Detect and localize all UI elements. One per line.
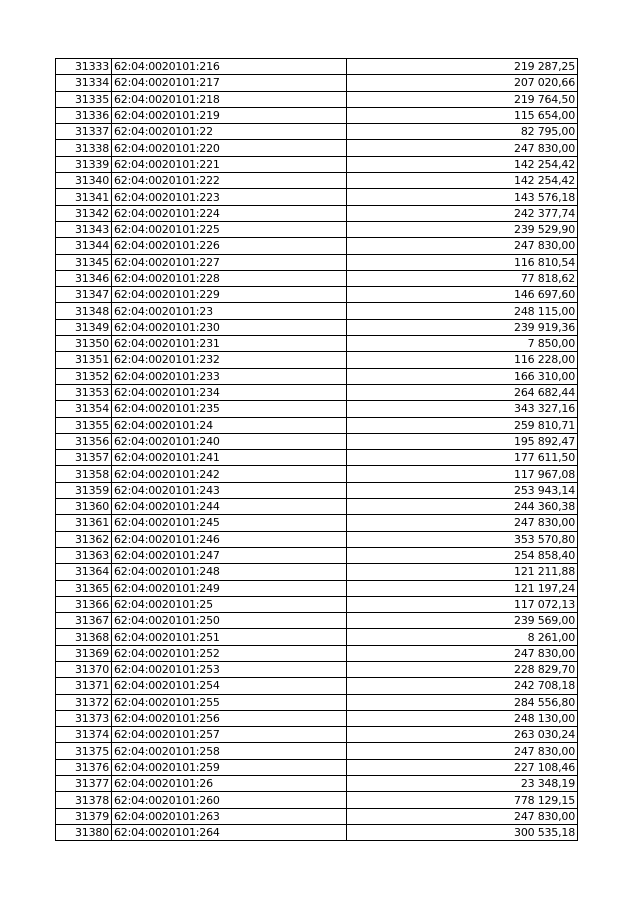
table-row: [56, 759, 578, 775]
row-number-cell: 31339: [56, 156, 112, 172]
row-number-cell: 31372: [56, 694, 112, 710]
cadastral-number-cell: 62:04:0020101:23: [112, 303, 347, 319]
table-row: [56, 824, 578, 840]
table-row: [56, 450, 578, 466]
table-row: [56, 352, 578, 368]
cadastral-number-cell: 62:04:0020101:228: [112, 270, 347, 286]
cadastral-number-cell: 62:04:0020101:231: [112, 336, 347, 352]
table-row: [56, 417, 578, 433]
row-number-cell: 31347: [56, 287, 112, 303]
row-number-cell: 31377: [56, 776, 112, 792]
cadastral-value-table: [55, 58, 578, 841]
cadastral-value-cell: 117 072,13: [347, 596, 578, 612]
table-row: [56, 613, 578, 629]
table-row: [56, 107, 578, 123]
cadastral-value-cell: 343 327,16: [347, 401, 578, 417]
table-row: [56, 384, 578, 400]
row-number-cell: 31346: [56, 270, 112, 286]
row-number-cell: 31343: [56, 221, 112, 237]
row-number-cell: 31338: [56, 140, 112, 156]
cadastral-value-cell: 121 197,24: [347, 580, 578, 596]
cadastral-value-cell: 247 830,00: [347, 743, 578, 759]
cadastral-number-cell: 62:04:0020101:234: [112, 384, 347, 400]
cadastral-value-cell: 8 261,00: [347, 629, 578, 645]
table-row: [56, 254, 578, 270]
cadastral-value-cell: 219 287,25: [347, 59, 578, 75]
cadastral-value-cell: 166 310,00: [347, 368, 578, 384]
cadastral-number-cell: 62:04:0020101:250: [112, 613, 347, 629]
table-row: [56, 482, 578, 498]
cadastral-value-cell: 116 228,00: [347, 352, 578, 368]
cadastral-number-cell: 62:04:0020101:260: [112, 792, 347, 808]
table-row: [56, 776, 578, 792]
table-row: [56, 319, 578, 335]
table-row: [56, 75, 578, 91]
cadastral-number-cell: 62:04:0020101:246: [112, 531, 347, 547]
table-row: [56, 547, 578, 563]
cadastral-value-cell: 242 377,74: [347, 205, 578, 221]
row-number-cell: 31337: [56, 124, 112, 140]
cadastral-number-cell: 62:04:0020101:226: [112, 238, 347, 254]
row-number-cell: 31353: [56, 384, 112, 400]
cadastral-value-cell: 239 919,36: [347, 319, 578, 335]
row-number-cell: 31356: [56, 433, 112, 449]
row-number-cell: 31368: [56, 629, 112, 645]
row-number-cell: 31380: [56, 824, 112, 840]
cadastral-value-cell: 300 535,18: [347, 824, 578, 840]
cadastral-value-cell: 143 576,18: [347, 189, 578, 205]
table-row: [56, 694, 578, 710]
row-number-cell: 31354: [56, 401, 112, 417]
row-number-cell: 31376: [56, 759, 112, 775]
cadastral-value-cell: 264 682,44: [347, 384, 578, 400]
table-row: [56, 221, 578, 237]
row-number-cell: 31379: [56, 808, 112, 824]
cadastral-number-cell: 62:04:0020101:217: [112, 75, 347, 91]
row-number-cell: 31340: [56, 173, 112, 189]
cadastral-value-cell: 247 830,00: [347, 238, 578, 254]
cadastral-number-cell: 62:04:0020101:252: [112, 645, 347, 661]
table-row: [56, 140, 578, 156]
row-number-cell: 31360: [56, 499, 112, 515]
table-row: [56, 205, 578, 221]
cadastral-number-cell: 62:04:0020101:227: [112, 254, 347, 270]
cadastral-number-cell: 62:04:0020101:222: [112, 173, 347, 189]
table-row: [56, 189, 578, 205]
cadastral-number-cell: 62:04:0020101:253: [112, 661, 347, 677]
row-number-cell: 31371: [56, 678, 112, 694]
table-body: [56, 59, 578, 841]
cadastral-value-cell: 207 020,66: [347, 75, 578, 91]
row-number-cell: 31373: [56, 710, 112, 726]
table-row: [56, 564, 578, 580]
cadastral-value-cell: 7 850,00: [347, 336, 578, 352]
row-number-cell: 31365: [56, 580, 112, 596]
cadastral-value-cell: 284 556,80: [347, 694, 578, 710]
cadastral-value-cell: 195 892,47: [347, 433, 578, 449]
cadastral-number-cell: 62:04:0020101:233: [112, 368, 347, 384]
cadastral-value-cell: 253 943,14: [347, 482, 578, 498]
cadastral-value-cell: 146 697,60: [347, 287, 578, 303]
table-row: [56, 515, 578, 531]
cadastral-value-cell: 142 254,42: [347, 156, 578, 172]
row-number-cell: 31364: [56, 564, 112, 580]
row-number-cell: 31357: [56, 450, 112, 466]
cadastral-value-cell: 227 108,46: [347, 759, 578, 775]
cadastral-value-cell: 247 830,00: [347, 140, 578, 156]
row-number-cell: 31351: [56, 352, 112, 368]
cadastral-value-cell: 248 115,00: [347, 303, 578, 319]
table-row: [56, 727, 578, 743]
row-number-cell: 31355: [56, 417, 112, 433]
row-number-cell: 31366: [56, 596, 112, 612]
row-number-cell: 31342: [56, 205, 112, 221]
row-number-cell: 31358: [56, 466, 112, 482]
cadastral-number-cell: 62:04:0020101:241: [112, 450, 347, 466]
row-number-cell: 31341: [56, 189, 112, 205]
cadastral-number-cell: 62:04:0020101:225: [112, 221, 347, 237]
cadastral-number-cell: 62:04:0020101:240: [112, 433, 347, 449]
cadastral-number-cell: 62:04:0020101:220: [112, 140, 347, 156]
cadastral-number-cell: 62:04:0020101:235: [112, 401, 347, 417]
cadastral-value-cell: 115 654,00: [347, 107, 578, 123]
table-row: [56, 466, 578, 482]
table-row: [56, 91, 578, 107]
table-row: [56, 531, 578, 547]
row-number-cell: 31369: [56, 645, 112, 661]
cadastral-number-cell: 62:04:0020101:25: [112, 596, 347, 612]
cadastral-value-cell: 254 858,40: [347, 547, 578, 563]
cadastral-number-cell: 62:04:0020101:229: [112, 287, 347, 303]
table-row: [56, 368, 578, 384]
table-row: [56, 580, 578, 596]
cadastral-number-cell: 62:04:0020101:254: [112, 678, 347, 694]
cadastral-number-cell: 62:04:0020101:22: [112, 124, 347, 140]
table-row: [56, 303, 578, 319]
row-number-cell: 31361: [56, 515, 112, 531]
row-number-cell: 31375: [56, 743, 112, 759]
cadastral-number-cell: 62:04:0020101:232: [112, 352, 347, 368]
cadastral-number-cell: 62:04:0020101:264: [112, 824, 347, 840]
cadastral-number-cell: 62:04:0020101:243: [112, 482, 347, 498]
cadastral-value-cell: 248 130,00: [347, 710, 578, 726]
cadastral-value-cell: 239 569,00: [347, 613, 578, 629]
table-row: [56, 156, 578, 172]
cadastral-value-cell: 23 348,19: [347, 776, 578, 792]
cadastral-value-cell: 259 810,71: [347, 417, 578, 433]
cadastral-number-cell: 62:04:0020101:24: [112, 417, 347, 433]
row-number-cell: 31333: [56, 59, 112, 75]
row-number-cell: 31378: [56, 792, 112, 808]
row-number-cell: 31359: [56, 482, 112, 498]
table-row: [56, 629, 578, 645]
cadastral-number-cell: 62:04:0020101:248: [112, 564, 347, 580]
cadastral-number-cell: 62:04:0020101:223: [112, 189, 347, 205]
cadastral-value-cell: 77 818,62: [347, 270, 578, 286]
cadastral-number-cell: 62:04:0020101:247: [112, 547, 347, 563]
table-row: [56, 710, 578, 726]
table-row: [56, 287, 578, 303]
row-number-cell: 31336: [56, 107, 112, 123]
cadastral-value-cell: 177 611,50: [347, 450, 578, 466]
table-row: [56, 401, 578, 417]
table-row: [56, 743, 578, 759]
cadastral-number-cell: 62:04:0020101:224: [112, 205, 347, 221]
table-row: [56, 678, 578, 694]
row-number-cell: 31362: [56, 531, 112, 547]
cadastral-number-cell: 62:04:0020101:242: [112, 466, 347, 482]
cadastral-value-cell: 244 360,38: [347, 499, 578, 515]
table-row: [56, 792, 578, 808]
table-row: [56, 270, 578, 286]
cadastral-number-cell: 62:04:0020101:26: [112, 776, 347, 792]
cadastral-number-cell: 62:04:0020101:230: [112, 319, 347, 335]
cadastral-number-cell: 62:04:0020101:245: [112, 515, 347, 531]
cadastral-value-cell: 778 129,15: [347, 792, 578, 808]
cadastral-value-cell: 219 764,50: [347, 91, 578, 107]
table-row: [56, 645, 578, 661]
row-number-cell: 31363: [56, 547, 112, 563]
cadastral-number-cell: 62:04:0020101:219: [112, 107, 347, 123]
cadastral-value-cell: 242 708,18: [347, 678, 578, 694]
table-row: [56, 124, 578, 140]
row-number-cell: 31352: [56, 368, 112, 384]
cadastral-value-cell: 353 570,80: [347, 531, 578, 547]
cadastral-number-cell: 62:04:0020101:259: [112, 759, 347, 775]
table-row: [56, 808, 578, 824]
row-number-cell: 31370: [56, 661, 112, 677]
table-row: [56, 433, 578, 449]
row-number-cell: 31349: [56, 319, 112, 335]
cadastral-value-cell: 247 830,00: [347, 808, 578, 824]
cadastral-number-cell: 62:04:0020101:251: [112, 629, 347, 645]
row-number-cell: 31334: [56, 75, 112, 91]
row-number-cell: 31374: [56, 727, 112, 743]
cadastral-number-cell: 62:04:0020101:216: [112, 59, 347, 75]
cadastral-number-cell: 62:04:0020101:244: [112, 499, 347, 515]
table-row: [56, 173, 578, 189]
cadastral-value-cell: 121 211,88: [347, 564, 578, 580]
cadastral-number-cell: 62:04:0020101:249: [112, 580, 347, 596]
table-row: [56, 59, 578, 75]
cadastral-number-cell: 62:04:0020101:258: [112, 743, 347, 759]
cadastral-number-cell: 62:04:0020101:218: [112, 91, 347, 107]
cadastral-value-cell: 228 829,70: [347, 661, 578, 677]
cadastral-number-cell: 62:04:0020101:255: [112, 694, 347, 710]
cadastral-value-cell: 82 795,00: [347, 124, 578, 140]
table-row: [56, 661, 578, 677]
cadastral-value-cell: 142 254,42: [347, 173, 578, 189]
cadastral-number-cell: 62:04:0020101:263: [112, 808, 347, 824]
cadastral-value-cell: 239 529,90: [347, 221, 578, 237]
cadastral-value-cell: 116 810,54: [347, 254, 578, 270]
table-row: [56, 596, 578, 612]
table-row: [56, 238, 578, 254]
cadastral-number-cell: 62:04:0020101:257: [112, 727, 347, 743]
cadastral-number-cell: 62:04:0020101:221: [112, 156, 347, 172]
row-number-cell: 31335: [56, 91, 112, 107]
row-number-cell: 31345: [56, 254, 112, 270]
cadastral-value-cell: 247 830,00: [347, 645, 578, 661]
cadastral-value-cell: 247 830,00: [347, 515, 578, 531]
row-number-cell: 31367: [56, 613, 112, 629]
cadastral-value-cell: 117 967,08: [347, 466, 578, 482]
table-row: [56, 499, 578, 515]
row-number-cell: 31344: [56, 238, 112, 254]
row-number-cell: 31350: [56, 336, 112, 352]
table-row: [56, 336, 578, 352]
cadastral-value-cell: 263 030,24: [347, 727, 578, 743]
row-number-cell: 31348: [56, 303, 112, 319]
cadastral-number-cell: 62:04:0020101:256: [112, 710, 347, 726]
